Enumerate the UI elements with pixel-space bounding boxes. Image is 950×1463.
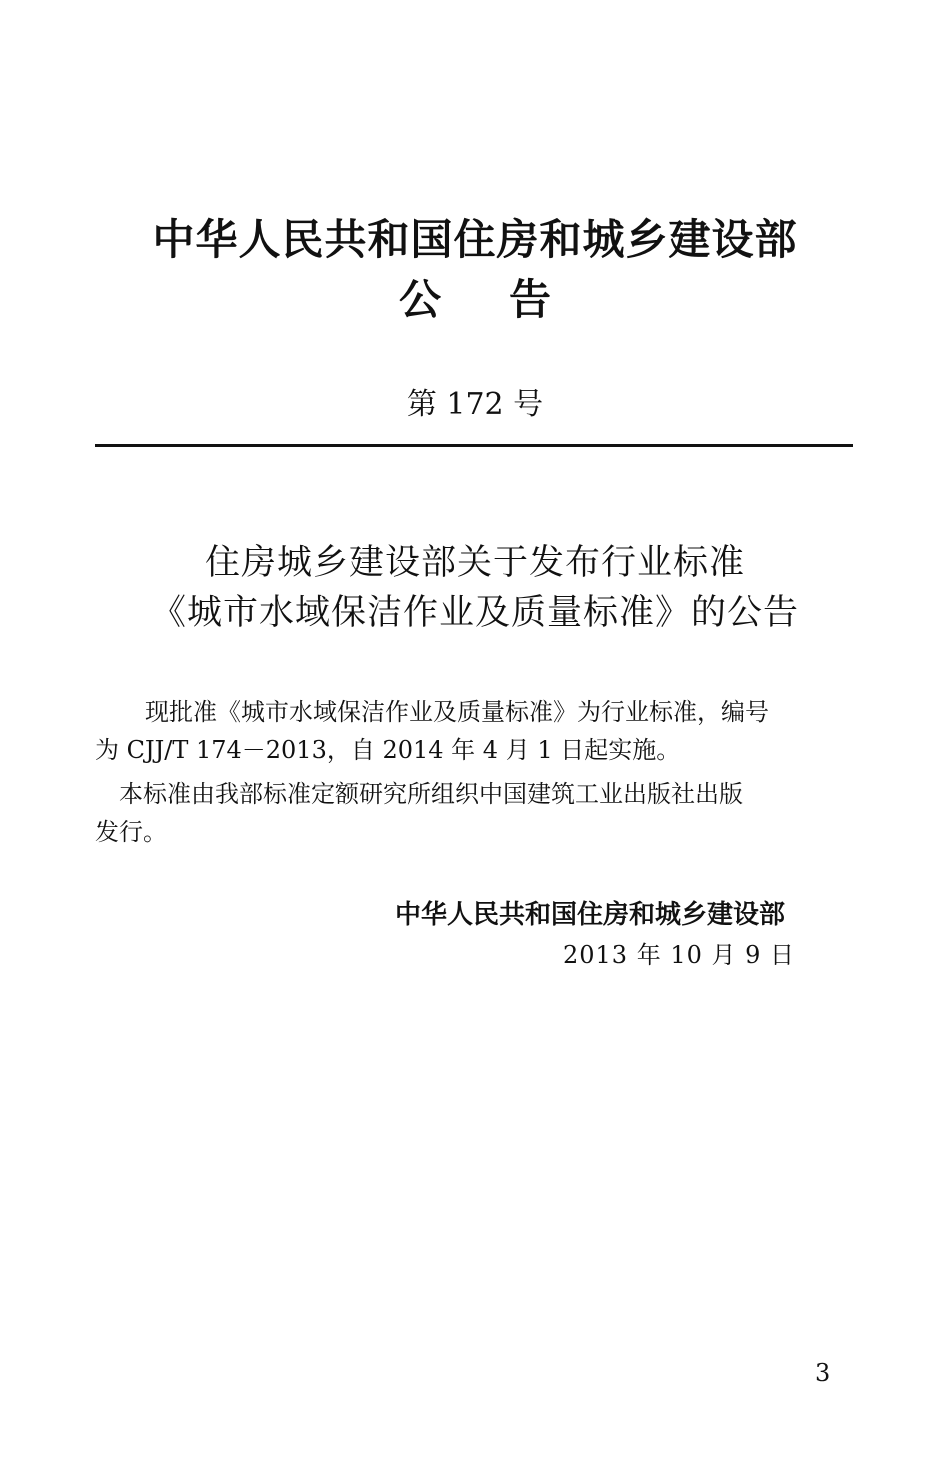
headline-line-1: 住房城乡建设部关于发布行业标准 [204,543,745,583]
page-number: 3 [815,1359,831,1387]
signature-issuer: 中华人民共和国住房和城乡建设部 [395,900,786,930]
doc-type-title: 公告 [398,275,619,324]
signature-date: 2013 年 10 月 9 日 [563,941,796,969]
announcement-number: 第 172 号 [406,387,544,422]
para-2-line-1: 本标准由我部标准定额研究所组织中国建筑工业出版社出版 [119,780,743,808]
header-divider [95,444,853,447]
issuer-title: 中华人民共和国住房和城乡建设部 [152,215,798,264]
para-1-line-2: 为 CJJ/T 174－2013，自 2014 年 4 月 1 日起实施。 [95,736,681,764]
para-1-line-1: 现批准《城市水域保洁作业及质量标准》为行业标准，编号 [145,698,769,726]
para-2-line-2: 发行。 [95,818,167,846]
headline-line-2: 《城市水域保洁作业及质量标准》的公告 [150,593,799,633]
